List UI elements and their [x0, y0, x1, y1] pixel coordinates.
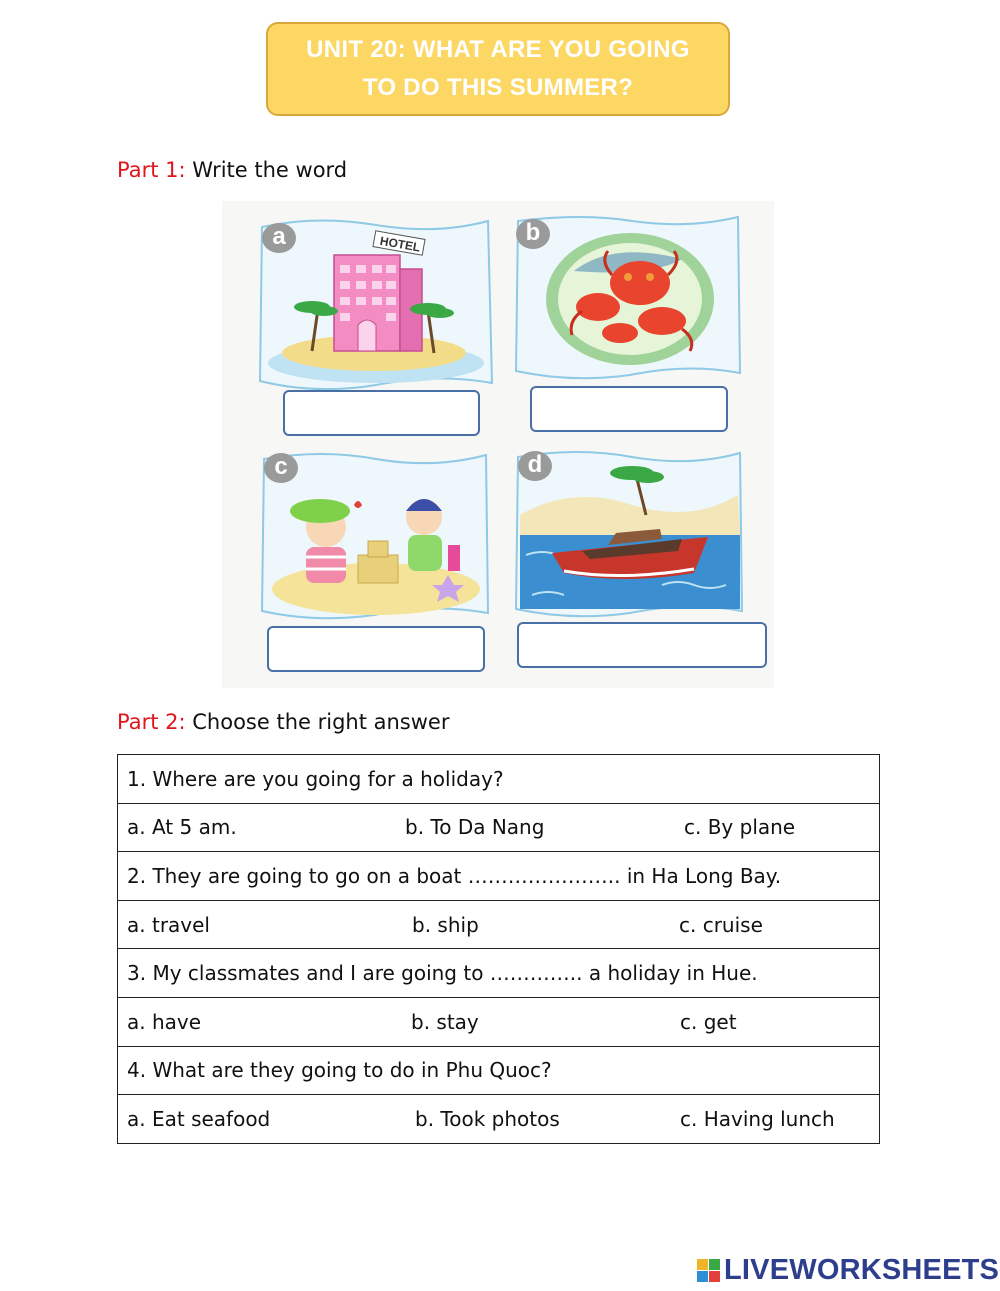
picture-letter-a: a: [262, 223, 296, 253]
question-1-text: 1. Where are you going for a holiday?: [118, 755, 880, 804]
logo-mark-icon: [697, 1259, 720, 1282]
question-2-options: [118, 900, 880, 949]
logo-text: LIVEWORKSHEETS: [724, 1253, 1000, 1286]
logo-square-1: [697, 1259, 708, 1270]
answer-box-a[interactable]: [283, 390, 480, 436]
part-2-instruction: Choose the right answer: [192, 710, 450, 734]
answer-box-c[interactable]: [267, 626, 485, 672]
q4-option-c[interactable]: c. Having lunch: [680, 1106, 835, 1131]
question-row: [118, 755, 880, 804]
logo-square-4: [709, 1271, 720, 1282]
options-row: [118, 997, 880, 1046]
picture-panel: [222, 201, 774, 688]
question-4-text: 4. What are they going to do in Phu Quoc?: [118, 1046, 880, 1095]
picture-letter-c: c: [264, 453, 298, 483]
q1-option-b[interactable]: b. To Da Nang: [405, 815, 545, 840]
unit-title-banner: [266, 22, 730, 116]
part-2-label: Part 2:: [117, 710, 186, 734]
question-3-options: [118, 997, 880, 1046]
picture-hotel: [256, 213, 496, 393]
q4-option-b[interactable]: b. Took photos: [415, 1106, 560, 1131]
q1-option-a[interactable]: a. At 5 am.: [127, 815, 237, 840]
unit-title-line-1: UNIT 20: WHAT ARE YOU GOING: [306, 36, 690, 63]
question-row: [118, 949, 880, 998]
part-1-label: Part 1:: [117, 158, 186, 182]
options-row: [118, 1095, 880, 1144]
picture-seafood: [512, 211, 744, 383]
question-3-text: 3. My classmates and I are going to ………….. a holiday in Hue.: [118, 949, 880, 998]
part-2-heading: [117, 710, 449, 734]
question-row: [118, 852, 880, 901]
answer-box-d[interactable]: [517, 622, 767, 668]
options-row: [118, 900, 880, 949]
question-row: [118, 1046, 880, 1095]
question-table: [117, 754, 880, 1144]
q3-option-a[interactable]: a. have: [127, 1009, 202, 1034]
logo-square-3: [697, 1271, 708, 1282]
q4-option-a[interactable]: a. Eat seafood: [127, 1106, 271, 1131]
picture-boat: [512, 445, 746, 621]
hotel-sign: HOTEL: [378, 233, 422, 255]
picture-letter-b: b: [516, 219, 550, 249]
q2-option-a[interactable]: a. travel: [127, 912, 210, 937]
part-1-heading: [117, 158, 347, 182]
q3-option-b[interactable]: b. stay: [411, 1009, 479, 1034]
unit-title-line-2: TO DO THIS SUMMER?: [362, 74, 634, 101]
q2-option-b[interactable]: b. ship: [412, 912, 479, 937]
question-1-options: [118, 803, 880, 852]
question-4-options: [118, 1095, 880, 1144]
picture-letter-d: d: [518, 451, 552, 481]
part-1-instruction: Write the word: [192, 158, 348, 182]
options-row: [118, 803, 880, 852]
liveworksheets-logo: [697, 1254, 999, 1286]
question-2-text: 2. They are going to go on a boat ………………….. in Ha Long Bay.: [118, 852, 880, 901]
logo-square-2: [709, 1259, 720, 1270]
picture-sandcastle: [258, 447, 492, 623]
answer-box-b[interactable]: [530, 386, 728, 432]
q3-option-c[interactable]: c. get: [680, 1009, 737, 1034]
q1-option-c[interactable]: c. By plane: [684, 815, 796, 840]
q2-option-c[interactable]: c. cruise: [679, 912, 763, 937]
